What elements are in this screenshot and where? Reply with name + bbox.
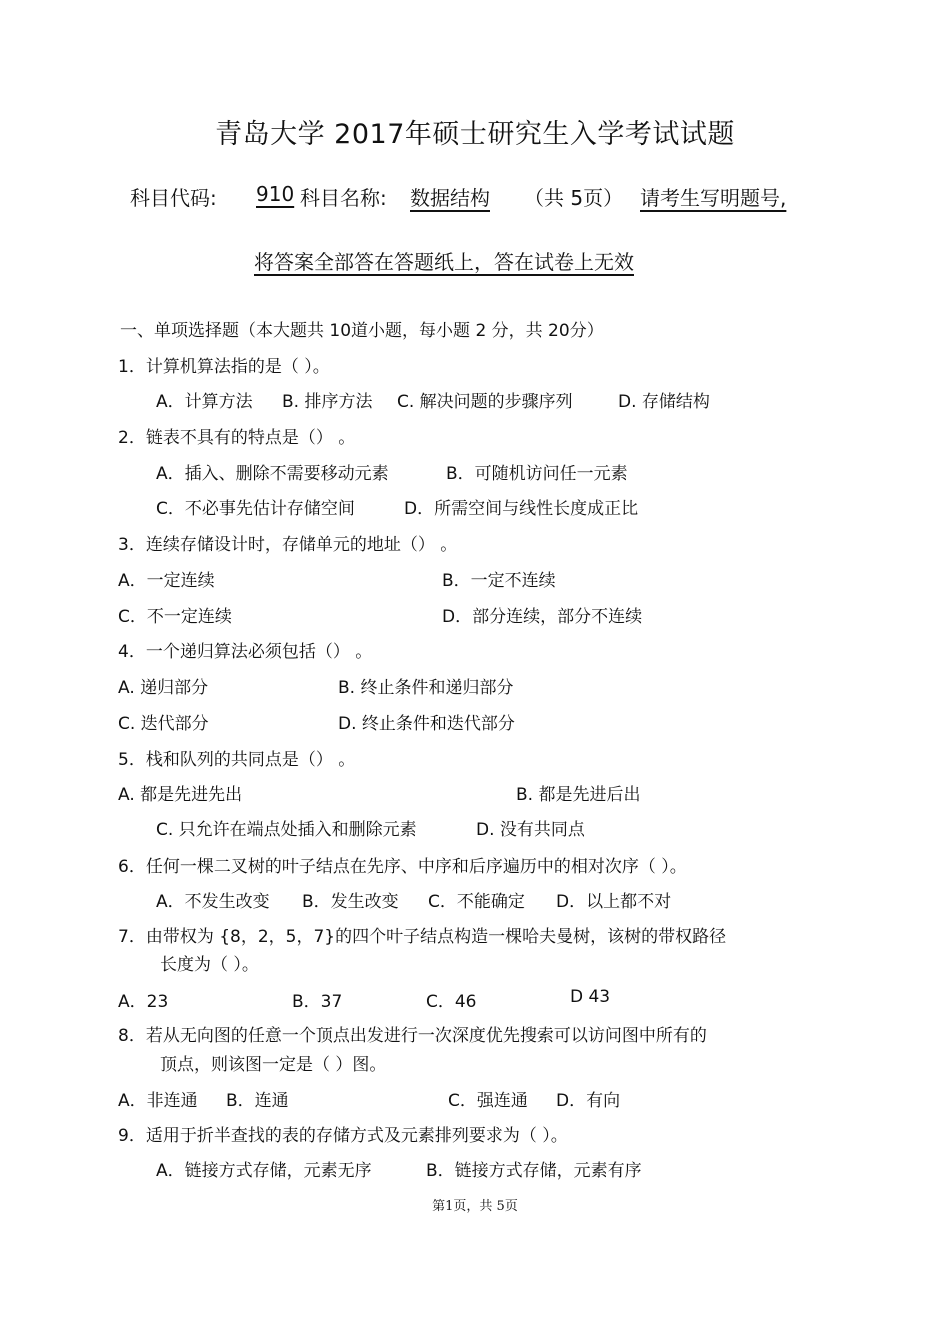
question-7-stem: 7．由带权为 {8，2，5，7}的四个叶子结点构造一棵哈夫曼树，该树的带权路径 xyxy=(118,927,727,947)
section-heading: 一、单项选择题（本大题共 10道小题，每小题 2 分，共 20分） xyxy=(120,321,604,341)
instruction-line-2: 将答案全部答在答题纸上，答在试卷上无效 xyxy=(254,250,634,274)
subject-code-label: 科目代码: xyxy=(130,186,217,210)
question-3-stem: 3．连续存储设计时，存储单元的地址（） 。 xyxy=(118,535,458,555)
question-1-stem: 1．计算机算法指的是（ ）。 xyxy=(118,357,330,377)
question-6-option-a: A．不发生改变 xyxy=(156,892,270,912)
instruction-line-1: 请考生写明题号, xyxy=(640,186,787,210)
question-4-option-a: A. 递归部分 xyxy=(118,678,209,698)
subject-name: 数据结构 xyxy=(410,186,490,210)
question-4-option-d: D. 终止条件和迭代部分 xyxy=(338,714,515,734)
question-2-option-b: B．可随机访问任一元素 xyxy=(446,464,628,484)
question-8-stem-continued: 顶点，则该图一定是（ ）图。 xyxy=(160,1055,387,1075)
page-count: （共 5页） xyxy=(524,186,624,210)
question-1-option-b: B. 排序方法 xyxy=(282,392,373,412)
question-2-stem: 2．链表不具有的特点是（） 。 xyxy=(118,428,356,448)
question-4-option-c: C. 迭代部分 xyxy=(118,714,209,734)
question-5-stem: 5．栈和队列的共同点是（） 。 xyxy=(118,750,356,770)
question-5-option-c: C. 只允许在端点处插入和删除元素 xyxy=(156,820,417,840)
question-2-option-c: C．不必事先估计存储空间 xyxy=(156,499,355,519)
question-2-option-d: D．所需空间与线性长度成正比 xyxy=(404,499,639,519)
question-8-option-d: D．有向 xyxy=(556,1091,621,1111)
question-8-option-a: A．非连通 xyxy=(118,1091,198,1111)
question-4-option-b: B. 终止条件和递归部分 xyxy=(338,678,514,698)
question-2-option-a: A．插入、删除不需要移动元素 xyxy=(156,464,389,484)
question-9-stem: 9．适用于折半查找的表的存储方式及元素排列要求为（ ）。 xyxy=(118,1126,568,1146)
question-3-option-c: C．不一定连续 xyxy=(118,607,232,627)
subject-code: 910 xyxy=(256,182,295,206)
question-3-option-b: B．一定不连续 xyxy=(442,571,556,591)
question-7-option-a: A．23 xyxy=(118,992,169,1012)
question-7-option-d: D 43 xyxy=(570,987,611,1007)
question-8-option-b: B．连通 xyxy=(226,1091,289,1111)
question-1-option-d: D. 存储结构 xyxy=(618,392,710,412)
question-5-option-d: D. 没有共同点 xyxy=(476,820,585,840)
question-5-option-a: A. 都是先进先出 xyxy=(118,785,243,805)
question-9-option-a: A．链接方式存储，元素无序 xyxy=(156,1161,372,1181)
question-5-option-b: B. 都是先进后出 xyxy=(516,785,641,805)
question-4-stem: 4．一个递归算法必须包括（） 。 xyxy=(118,642,373,662)
question-6-stem: 6．任何一棵二叉树的叶子结点在先序、中序和后序遍历中的相对次序（ ）。 xyxy=(118,857,687,877)
question-1-option-c: C. 解决问题的步骤序列 xyxy=(397,392,573,412)
question-3-option-a: A．一定连续 xyxy=(118,571,215,591)
question-6-option-d: D．以上都不对 xyxy=(556,892,672,912)
question-6-option-b: B．发生改变 xyxy=(302,892,399,912)
question-8-stem: 8．若从无向图的任意一个顶点出发进行一次深度优先搜索可以访问图中所有的 xyxy=(118,1026,707,1046)
exam-title: 青岛大学 2017年硕士研究生入学考试试题 xyxy=(215,119,735,150)
question-8-option-c: C．强连通 xyxy=(448,1091,528,1111)
question-7-option-b: B．37 xyxy=(292,992,343,1012)
question-9-option-b: B．链接方式存储，元素有序 xyxy=(426,1161,642,1181)
question-7-stem-continued: 长度为（ ）。 xyxy=(160,955,259,975)
subject-name-label: 科目名称: xyxy=(300,186,387,210)
question-7-option-c: C．46 xyxy=(426,992,477,1012)
question-3-option-d: D．部分连续，部分不连续 xyxy=(442,607,643,627)
question-6-option-c: C．不能确定 xyxy=(428,892,525,912)
question-1-option-a: A．计算方法 xyxy=(156,392,253,412)
page-footer: 第1页，共 5页 xyxy=(432,1199,518,1214)
